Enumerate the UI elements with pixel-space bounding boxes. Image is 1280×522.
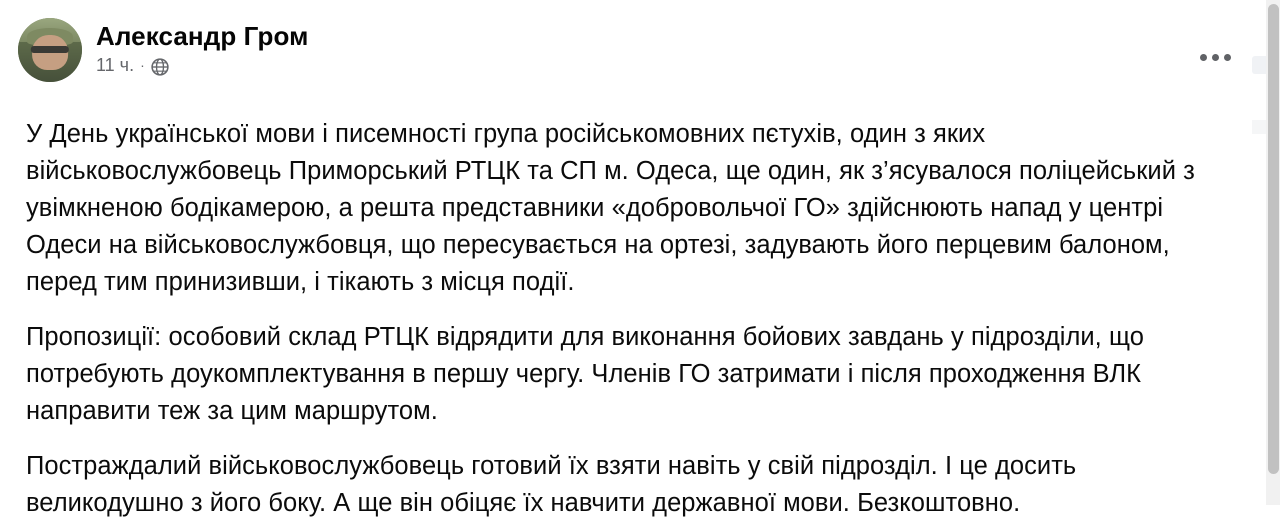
post-body (18, 116, 1250, 522)
content-edge-sliver (1252, 0, 1266, 505)
post-timestamp[interactable]: 11 ч. (96, 55, 135, 75)
more-dot-1 (1200, 54, 1207, 61)
author-name[interactable]: Александр Гром (96, 21, 309, 51)
edge-sliver-bar (1252, 120, 1266, 134)
vertical-scrollbar-track[interactable] (1266, 0, 1280, 505)
avatar-glasses (31, 46, 69, 53)
post-paragraph: Пропозиції: особовий склад РТЦК відрядити для виконання бойових завдань у підрозділи, що потребують доукомплектування в першу чергу. Членів ГО затримати і після проходження ВЛК направити теж за цим маршрутом. (26, 323, 1144, 425)
vertical-scrollbar-thumb[interactable] (1268, 4, 1279, 474)
post-options-button[interactable] (1192, 40, 1238, 74)
post-paragraph: Постраждалий військовослужбовець готовий їх взяти навіть у свій підрозділ. І це досить великодушно з його боку. А ще він обіцяє їх навчити державної мови. Безкоштовно. (26, 452, 1077, 517)
avatar[interactable] (18, 18, 82, 82)
meta-separator: · (140, 57, 145, 73)
more-dot-2 (1212, 54, 1219, 61)
post-meta (96, 54, 308, 76)
post-header (18, 18, 1250, 102)
edge-sliver-bar (1252, 56, 1266, 74)
globe-icon[interactable] (151, 58, 169, 76)
more-dot-3 (1224, 54, 1231, 61)
post-header-text (96, 18, 308, 76)
post-paragraph: У День української мови і писемності група російськомовних пєтухів, один з яких військовослужбовець Приморський РТЦК та СП м. Одеса, ще один, як з’ясувалося поліцейський з увімкненою бодікамерою, а решта представники «добровольчої ГО» здійснюють напад у центрі Одеси на військовослужбовця, що пересувається на ортезі, задувають його перцевим балоном, перед тим принизивши, і тікають з місця події. (26, 120, 1195, 296)
